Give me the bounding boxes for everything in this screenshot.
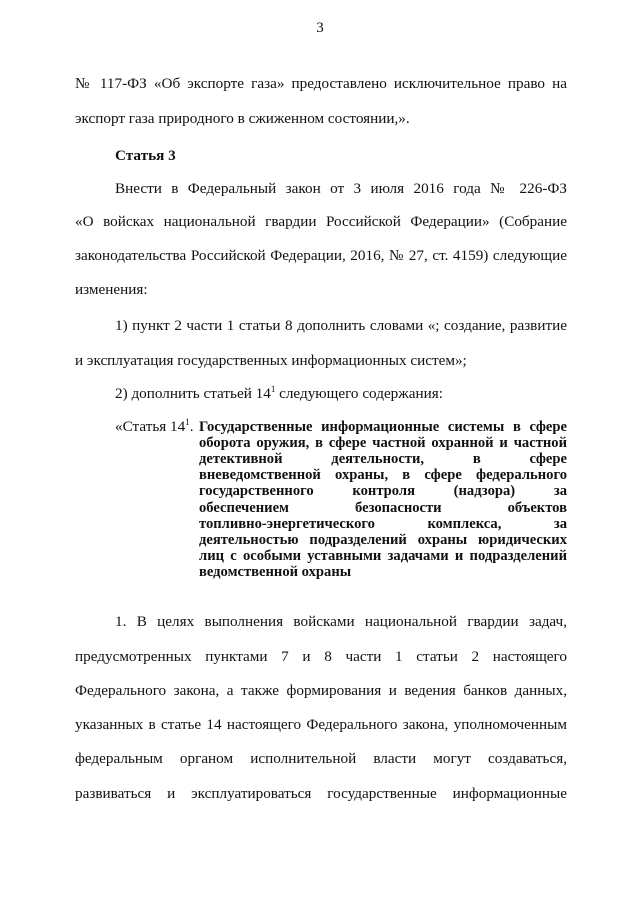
text-line: 1) пункт 2 части 1 статьи 8 дополнить словами «; создание, развитие <box>115 317 567 334</box>
article-title-line: топливно-энергетического комплекса, за <box>199 516 567 532</box>
text-line: федеральным органом исполнительной власти могут создаваться, <box>75 750 567 767</box>
article-prefix-dot: . <box>189 418 194 435</box>
article-title-line: Государственные информационные системы в сфере <box>199 419 567 435</box>
text-line: № 117-ФЗ «Об экспорте газа» предоставлено исключительное право на <box>75 75 567 92</box>
text-line: и эксплуатация государственных информационных систем»; <box>75 352 467 369</box>
article-title-line: вневедомственной охраны, в сфере федерального <box>199 467 567 483</box>
text-line: развиваться и эксплуатироваться государственные информационные <box>75 785 567 802</box>
article-title-line: лиц с особыми уставными задачами и подразделений <box>199 548 567 564</box>
text-line: изменения: <box>75 281 148 298</box>
item2-text: 2) дополнить статьей 14 <box>115 385 271 402</box>
page-number: 3 <box>316 20 324 36</box>
text-line: экспорт газа природного в сжиженном состоянии,». <box>75 110 410 127</box>
article-title-line: обеспечением безопасности объектов <box>199 500 567 516</box>
article-title-line: государственного контроля (надзора) за <box>199 483 567 499</box>
article-title-line: детективной деятельности, в сфере <box>199 451 567 467</box>
superscript: 1 <box>185 416 190 427</box>
text-line: предусмотренных пунктами 7 и 8 части 1 статьи 2 настоящего <box>75 648 567 665</box>
superscript: 1 <box>270 383 276 394</box>
text-line <box>115 385 607 403</box>
article-prefix <box>115 418 194 436</box>
text-line: Федерального закона, а также формирования и ведения банков данных, <box>75 682 567 699</box>
article-heading: Статья 3 <box>115 147 176 164</box>
article-title-line: оборота оружия, в сфере частной охранной и частной <box>199 435 567 451</box>
text-line: 1. В целях выполнения войсками национальной гвардии задач, <box>115 613 567 630</box>
article-title-line: ведомственной охраны <box>199 564 352 580</box>
article-title-line: деятельностью подразделений охраны юридических <box>199 532 567 548</box>
text-line: Внести в Федеральный закон от 3 июля 2016 года № 226-ФЗ <box>115 180 567 197</box>
text-line: «О войсках национальной гвардии Российской Федерации» (Собрание <box>75 213 567 230</box>
item2-tail: следующего содержания: <box>275 385 443 402</box>
text-line: законодательства Российской Федерации, 2016, № 27, ст. 4159) следующие <box>75 247 567 264</box>
article-prefix-text: «Статья 14 <box>115 418 186 435</box>
text-line: указанных в статье 14 настоящего Федерального закона, уполномоченным <box>75 716 567 733</box>
